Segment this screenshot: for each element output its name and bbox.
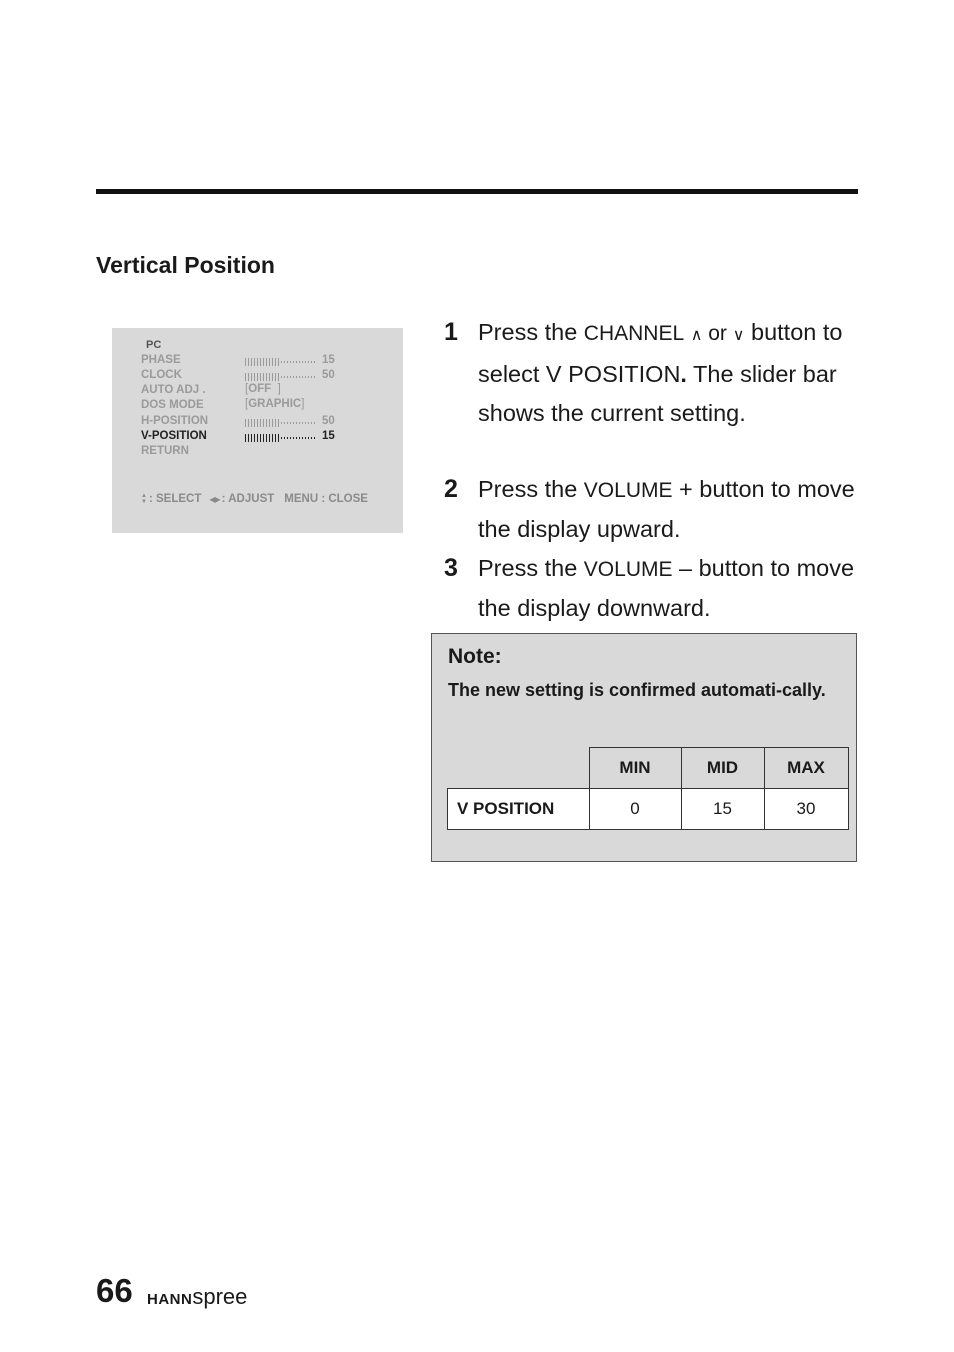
- osd-row-h-position: [141, 415, 391, 430]
- osd-label: V-POSITION: [141, 430, 207, 442]
- osd-value: 15: [322, 430, 335, 442]
- channel-up-icon: ∧: [690, 327, 703, 344]
- note-box: [431, 633, 857, 862]
- brand-logo: HANNspree: [147, 1284, 248, 1309]
- osd-row-auto-adj: [141, 384, 391, 399]
- up-down-arrow-icon: ▲ ▼: [141, 493, 147, 505]
- range-table: [447, 747, 849, 830]
- step-2: [444, 470, 864, 549]
- osd-value: 50: [322, 415, 335, 427]
- step-3: [444, 549, 864, 628]
- osd-select-hint: : SELECT: [148, 493, 202, 505]
- osd-value: 15: [322, 354, 335, 366]
- table-header-max: MAX: [764, 748, 848, 789]
- osd-option-value: [GRAPHIC]: [245, 398, 305, 410]
- osd-adjust-hint: : ADJUST: [221, 493, 275, 505]
- table-header-min: MIN: [589, 748, 681, 789]
- osd-slider: [245, 358, 317, 366]
- step-text: Press the CHANNEL ∧ or ∨ button to select V POSITION. The slider bar shows the current setting.: [478, 319, 843, 426]
- step-text: Press the VOLUME – button to move the display downward.: [478, 555, 855, 621]
- step-number: 1: [444, 318, 458, 346]
- table-row: [448, 789, 849, 830]
- table-cell-max: 30: [764, 789, 848, 830]
- table-row-label: V POSITION: [448, 789, 590, 830]
- osd-label: CLOCK: [141, 369, 182, 381]
- step-text: Press the VOLUME + button to move the display upward.: [478, 476, 855, 542]
- channel-down-icon: ∨: [732, 327, 745, 344]
- osd-slider: [245, 373, 317, 381]
- page-number: 66: [96, 1272, 133, 1309]
- osd-menu: [112, 328, 403, 533]
- osd-label: RETURN: [141, 445, 189, 457]
- osd-option-value: [OFF ]: [245, 383, 281, 395]
- osd-row-clock: [141, 369, 391, 384]
- table-cell-min: 0: [589, 789, 681, 830]
- step-1: [444, 313, 864, 433]
- osd-row-v-position: [141, 430, 391, 445]
- note-text: The new setting is confirmed automati-cally.: [448, 680, 826, 700]
- osd-value: 50: [322, 369, 335, 381]
- step-number: 2: [444, 475, 458, 503]
- osd-slider: [245, 419, 317, 427]
- header-rule: [96, 189, 858, 194]
- section-title: Vertical Position: [96, 252, 275, 278]
- step-number: 3: [444, 554, 458, 582]
- table-header-row: [448, 748, 849, 789]
- osd-label: AUTO ADJ .: [141, 384, 206, 396]
- note-title: Note:: [448, 645, 502, 668]
- osd-label: DOS MODE: [141, 399, 204, 411]
- osd-row-return: [141, 445, 391, 460]
- left-right-arrow-icon: ◀▶: [209, 494, 220, 504]
- osd-label: PHASE: [141, 354, 181, 366]
- table-cell-mid: 15: [681, 789, 764, 830]
- table-corner: [448, 748, 590, 789]
- osd-footer: [141, 493, 368, 505]
- osd-label: H-POSITION: [141, 415, 209, 427]
- osd-slider: [245, 434, 317, 442]
- osd-row-phase: [141, 354, 391, 369]
- osd-close-hint: MENU : CLOSE: [284, 493, 368, 505]
- table-header-mid: MID: [681, 748, 764, 789]
- osd-row-dos-mode: [141, 399, 391, 414]
- osd-header: PC: [146, 339, 162, 351]
